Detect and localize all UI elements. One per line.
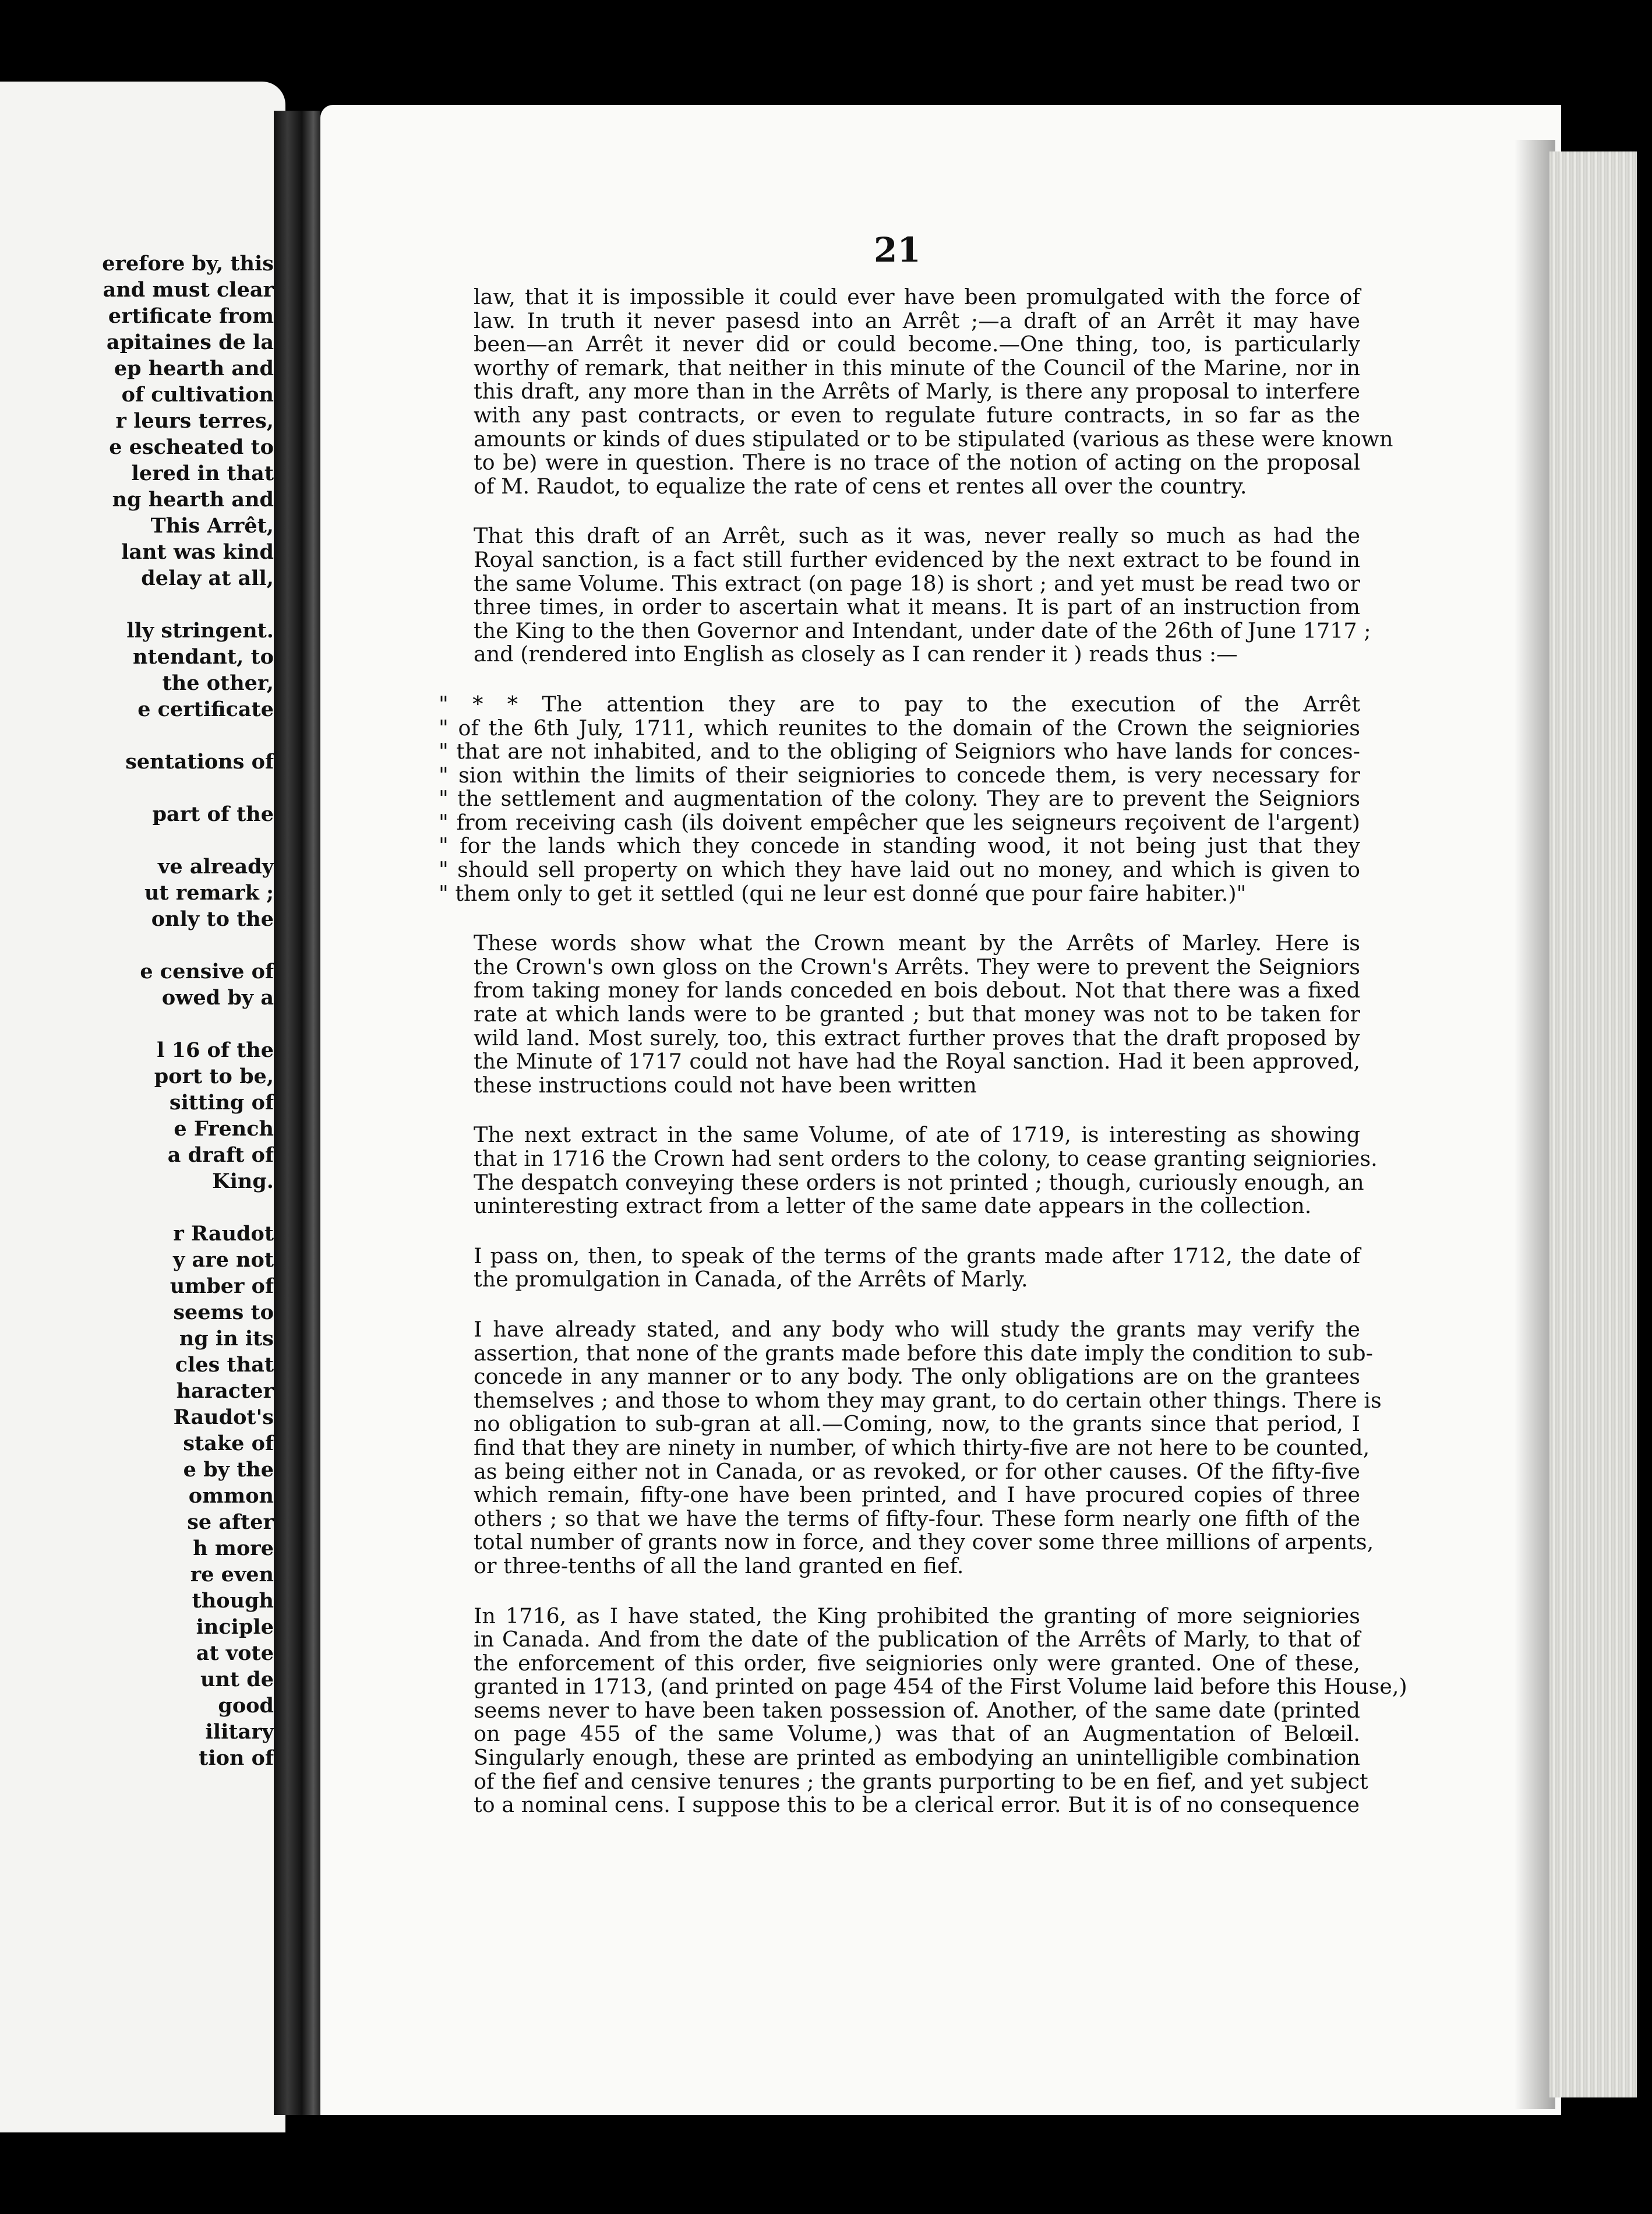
left-page-line: ertificate from [108,304,274,328]
text-line: " from receiving cash (ils doivent empêcher que les seigneurs reçoivent de l'argent) [439,809,1360,835]
left-page-line [76,591,274,618]
paragraph [422,1122,1378,1219]
text-line: that in 1716 the Crown had sent orders to the colony, to cease granting seigniories. [474,1146,1378,1171]
text-line: rate at which lands were to be granted ; but that money was not to be taken for [474,1002,1360,1027]
text-line: uninteresting extract from a letter of the same date appears in the collection. [474,1193,1312,1219]
text-line: or three-tenths of all the land granted en fief. [474,1553,964,1578]
left-page-line: and must clear [103,278,274,302]
text-line: " * * The attention they are to pay to the execution of the Arrêt [439,691,1360,717]
text-line: the promulgation in Canada, of the Arrêts of Marly. [474,1267,1028,1292]
left-page-line: though [192,1589,274,1613]
text-line: concede in any manner or to any body. The only obligations are on the grantees [474,1364,1360,1390]
paragraph [422,284,1393,499]
text-line: law, that it is impossible it could ever have been promulgated with the force of [474,284,1360,309]
left-page-line: tion of [199,1746,274,1770]
left-page-line: l 16 of the [157,1038,274,1062]
text-line: of the fief and censive tenures ; the grants purporting to be en fief, and yet subject [474,1768,1368,1794]
text-line: assertion, that none of the grants made before this date imply the condition to sub- [474,1340,1373,1366]
left-page-line: re even [190,1563,274,1587]
left-page-line: lered in that [131,461,274,485]
left-page-line: lly stringent. [126,619,274,643]
left-page-line [76,1011,274,1037]
text-line: from taking money for lands conceded en bois debout. Not that there was a fixed [474,978,1360,1003]
text-line: granted in 1713, (and printed on page 454 of the First Volume laid before this House,) [474,1674,1407,1700]
text-line: " the settlement and augmentation of the colony. They are to prevent the Seigniors [439,786,1360,812]
text-line: and (rendered into English as closely as I can render it ) reads thus :— [474,641,1238,667]
left-page-line: the other, [162,671,274,695]
paragraph [422,523,1371,667]
text-line: which remain, fifty-one have been printed, and I have procured copies of three [474,1482,1360,1508]
text-line: these instructions could not have been written [474,1072,977,1098]
paragraph [422,1603,1407,1818]
left-page-line: ep hearth and [114,357,274,380]
text-line: amounts or kinds of dues stipulated or to be stipulated (various as these were known [474,426,1393,452]
left-page-line: cles that [175,1353,274,1377]
left-page-line: stake of [183,1432,274,1455]
left-page-line: lant was kind [121,540,274,564]
left-page-line: of cultivation [121,383,274,407]
text-line: " for the lands which they concede in standing wood, it not being just that they [439,833,1360,859]
left-page-line [76,827,274,854]
left-page-line: e French [174,1117,274,1141]
left-page-line: ilitary [205,1720,274,1744]
text-line: " them only to get it settled (qui ne leur est donné que pour faire habiter.)" [439,880,1247,906]
text-line: law. In truth it never pasesd into an Arrêt ;—a draft of an Arrêt it may have [474,308,1360,333]
left-page-line: owed by a [161,986,274,1010]
page-body-text [422,284,1407,1818]
left-page-line: umber of [170,1274,274,1298]
left-page-line: This Arrêt, [150,514,274,538]
text-line: wild land. Most surely, too, this extract further proves that the draft proposed by [474,1025,1360,1050]
left-page-line [76,722,274,749]
left-page-line: ng in its [179,1327,274,1351]
text-line: the Crown's own gloss on the Crown's Arrêts. They were to prevent the Seigniors [474,954,1360,979]
left-page-line: delay at all, [141,566,274,590]
paragraph [422,1245,1360,1292]
left-page-line: erefore by, this [102,252,274,276]
left-page-line: good [218,1694,274,1718]
left-page-line: haracter [176,1379,274,1403]
text-line: total number of grants now in force, and they cover some three millions of arpents, [474,1529,1374,1555]
text-line: Singularly enough, these are printed as embodying an unintelligible combination [474,1745,1360,1771]
left-page-line: r Raudot [173,1222,274,1246]
left-page-line: ntendant, to [133,645,274,669]
text-line: I pass on, then, to speak of the terms of the grants made after 1712, the date of [474,1243,1360,1268]
page-number: 21 [874,230,921,270]
left-page-line: part of the [152,802,274,826]
left-page-line: apitaines de la [106,330,274,354]
quoted-extract [422,693,1360,905]
text-line: the enforcement of this order, five seigniories only were granted. One of these, [474,1650,1360,1676]
text-line: three times, in order to ascertain what it means. It is part of an instruction from [474,594,1360,620]
left-page-line: sentations of [125,750,274,774]
left-page-line: Raudot's [173,1405,274,1429]
text-line: The despatch conveying these orders is not printed ; though, curiously enough, an [474,1169,1364,1195]
left-page-line: seems to [173,1300,274,1324]
text-line: the same Volume. This extract (on page 18) is short ; and yet must be read two or [474,570,1360,596]
left-page-text-column [76,251,274,1771]
text-line: as being either not in Canada, or as revoked, or for other causes. Of the fifty-five [474,1458,1360,1484]
text-line: with any past contracts, or even to regulate future contracts, in so far as the [474,402,1360,428]
text-line: on page 455 of the same Volume,) was that of an Augmentation of Belœil. [474,1721,1360,1747]
left-page-line: e certificate [137,697,274,721]
text-line: the Minute of 1717 could not have had the Royal sanction. Had it been approved, [474,1049,1360,1074]
paragraph [422,932,1360,1097]
left-page-line: at vote [196,1641,274,1665]
book-spine [274,111,320,2115]
left-page-line: ve already [158,855,274,879]
left-page-line: h more [193,1536,274,1560]
left-page-line: e censive of [140,960,274,983]
left-page-line: e escheated to [109,435,274,459]
left-page-line: se after [187,1510,274,1534]
text-line: seems never to have been taken possession of. Another, of the same date (printed [474,1697,1360,1723]
left-page-line: ommon [188,1484,274,1508]
text-line: " that are not inhabited, and to the obliging of Seigniors who have lands for conces- [439,739,1360,764]
left-page-line: port to be, [154,1064,274,1088]
text-line: this draft, any more than in the Arrêts of Marly, is there any proposal to interfere [474,379,1360,404]
left-page-line: e by the [183,1458,274,1482]
left-page-line: y are not [172,1248,274,1272]
left-page-line: ut remark ; [144,881,274,905]
left-page-line: unt de [200,1667,274,1691]
text-line: Royal sanction, is a fact still further evidenced by the next extract to be found in [474,547,1360,572]
page-stack-edge [1549,151,1637,2097]
left-page-line: a draft of [167,1143,274,1167]
text-line: no obligation to sub-gran at all.—Coming, now, to the grants since that period, I [474,1411,1360,1437]
text-line: of M. Raudot, to equalize the rate of cens et rentes all over the country. [474,473,1247,499]
left-page [0,82,285,2132]
text-line: the King to the then Governor and Intendant, under date of the 26th of June 1717 ; [474,618,1371,643]
text-line: " should sell property on which they have laid out no money, and which is given to [439,857,1360,883]
text-line: The next extract in the same Volume, of ate of 1719, is interesting as showing [474,1122,1360,1148]
left-page-line [76,775,274,801]
text-line: themselves ; and those to whom they may grant, to do certain other things. There is [474,1387,1382,1413]
text-line: in Canada. And from the date of the publication of the Arrêts of Marly, to that of [474,1627,1360,1652]
text-line: " of the 6th July, 1711, which reunites to the domain of the Crown the seigniories [439,715,1360,741]
text-line: to a nominal cens. I suppose this to be a clerical error. But it is of no consequence [474,1792,1360,1818]
text-line: " sion within the limits of their seigniories to concede them, is very necessary for [439,762,1360,788]
text-line: to be) were in question. There is no trace of the notion of acting on the proposal [474,450,1360,475]
text-line: These words show what the Crown meant by the Arrêts of Marley. Here is [474,930,1360,956]
left-page-line: only to the [151,907,274,931]
left-page-line: sitting of [169,1091,274,1115]
text-line: I have already stated, and any body who will study the grants may verify the [474,1316,1360,1342]
text-line: That this draft of an Arrêt, such as it was, never really so much as had the [474,523,1360,549]
text-line: In 1716, as I have stated, the King prohibited the granting of more seigniories [474,1603,1360,1628]
text-line: others ; so that we have the terms of fifty-four. These form nearly one fifth of the [474,1506,1360,1531]
paragraph [422,1316,1382,1578]
text-line: find that they are ninety in number, of which thirty-five are not here to be counted, [474,1434,1370,1460]
left-page-line: ng hearth and [112,488,274,512]
left-page-line: r leurs terres, [115,409,274,433]
text-line: been—an Arrêt it never did or could become.—One thing, too, is particularly [474,332,1360,357]
left-page-line [76,1194,274,1221]
left-page-line: King. [212,1169,274,1193]
left-page-line [76,932,274,958]
left-page-line: inciple [196,1615,274,1639]
text-line: worthy of remark, that neither in this minute of the Council of the Marine, nor in [474,355,1360,380]
